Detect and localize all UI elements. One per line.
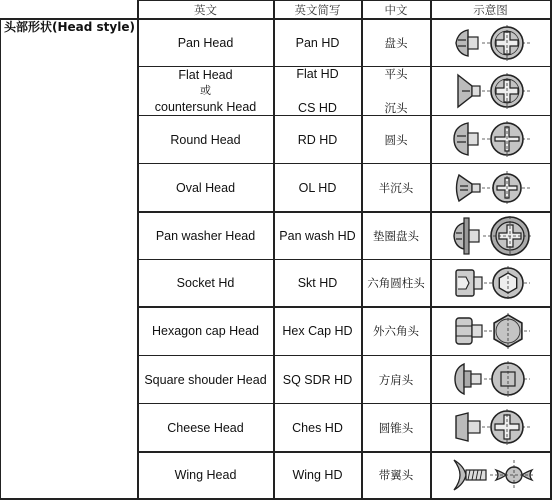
english-line: Flat Head xyxy=(178,68,233,82)
square-shoulder-head-icon xyxy=(452,360,532,398)
socket-head-icon xyxy=(452,264,532,302)
chinese-line: 沉头 xyxy=(384,101,408,115)
abbreviation-line: CS HD xyxy=(298,101,337,115)
cell-chinese: 带翼头 xyxy=(378,468,414,482)
cheese-head-icon xyxy=(452,408,532,446)
header-chinese: 中文 xyxy=(384,2,408,17)
cell-english xyxy=(138,67,273,115)
pan-head-icon xyxy=(452,24,532,62)
cell-chinese: 垫圈盘头 xyxy=(373,228,419,243)
cell-english: Round Head xyxy=(170,132,241,147)
table-border-right xyxy=(550,0,552,500)
oval-head-icon xyxy=(452,169,532,207)
cell-chinese: 外六角头 xyxy=(373,324,419,338)
english-line: 或 xyxy=(199,84,211,97)
cell-abbreviation: OL HD xyxy=(298,180,337,195)
cell-abbreviation: SQ SDR HD xyxy=(282,372,353,387)
cell-chinese: 方肩头 xyxy=(378,372,414,387)
cell-english: Square shouder Head xyxy=(144,372,267,387)
cell-english: Pan washer Head xyxy=(155,228,256,243)
abbreviation-line: Flat HD xyxy=(296,67,339,81)
cell-chinese xyxy=(362,67,430,115)
cell-abbreviation: Pan wash HD xyxy=(279,228,356,243)
cell-english: Wing Head xyxy=(174,468,237,482)
pan-washer-head-icon xyxy=(450,216,534,256)
flat-head-icon xyxy=(452,72,532,110)
row-divider xyxy=(0,498,552,500)
cell-abbreviation: Ches HD xyxy=(292,420,343,435)
category-label: 头部形状(Head style) xyxy=(4,20,135,34)
cell-chinese: 圆锥头 xyxy=(378,420,414,435)
english-line: countersunk Head xyxy=(154,100,257,114)
cell-chinese: 盘头 xyxy=(384,35,408,50)
chinese-line: 平头 xyxy=(384,67,408,81)
cell-abbreviation: Hex Cap HD xyxy=(282,324,353,338)
header-english: 英文 xyxy=(194,2,217,17)
hexagon-cap-head-icon xyxy=(452,312,532,350)
cell-english: Pan Head xyxy=(177,35,234,50)
header-diagram: 示意图 xyxy=(473,2,508,17)
column-divider xyxy=(430,0,432,500)
wing-head-icon xyxy=(450,456,534,494)
cell-english: Socket Hd xyxy=(176,276,235,290)
cell-chinese: 半沉头 xyxy=(378,180,414,195)
cell-abbreviation: Pan HD xyxy=(295,35,340,50)
cell-chinese: 六角圆柱头 xyxy=(367,276,425,290)
cell-abbreviation: Skt HD xyxy=(297,276,338,290)
table-border-left xyxy=(0,18,1,500)
cell-chinese: 圆头 xyxy=(384,132,408,147)
cell-abbreviation: Wing HD xyxy=(292,468,343,482)
cell-english: Cheese Head xyxy=(167,420,244,435)
cell-english: Hexagon cap Head xyxy=(151,324,260,338)
cell-abbreviation: RD HD xyxy=(297,132,338,147)
cell-english: Oval Head xyxy=(175,180,236,195)
header-abbreviation: 英文简写 xyxy=(294,2,341,17)
cell-abbreviation xyxy=(274,67,361,115)
round-head-icon xyxy=(452,120,532,158)
